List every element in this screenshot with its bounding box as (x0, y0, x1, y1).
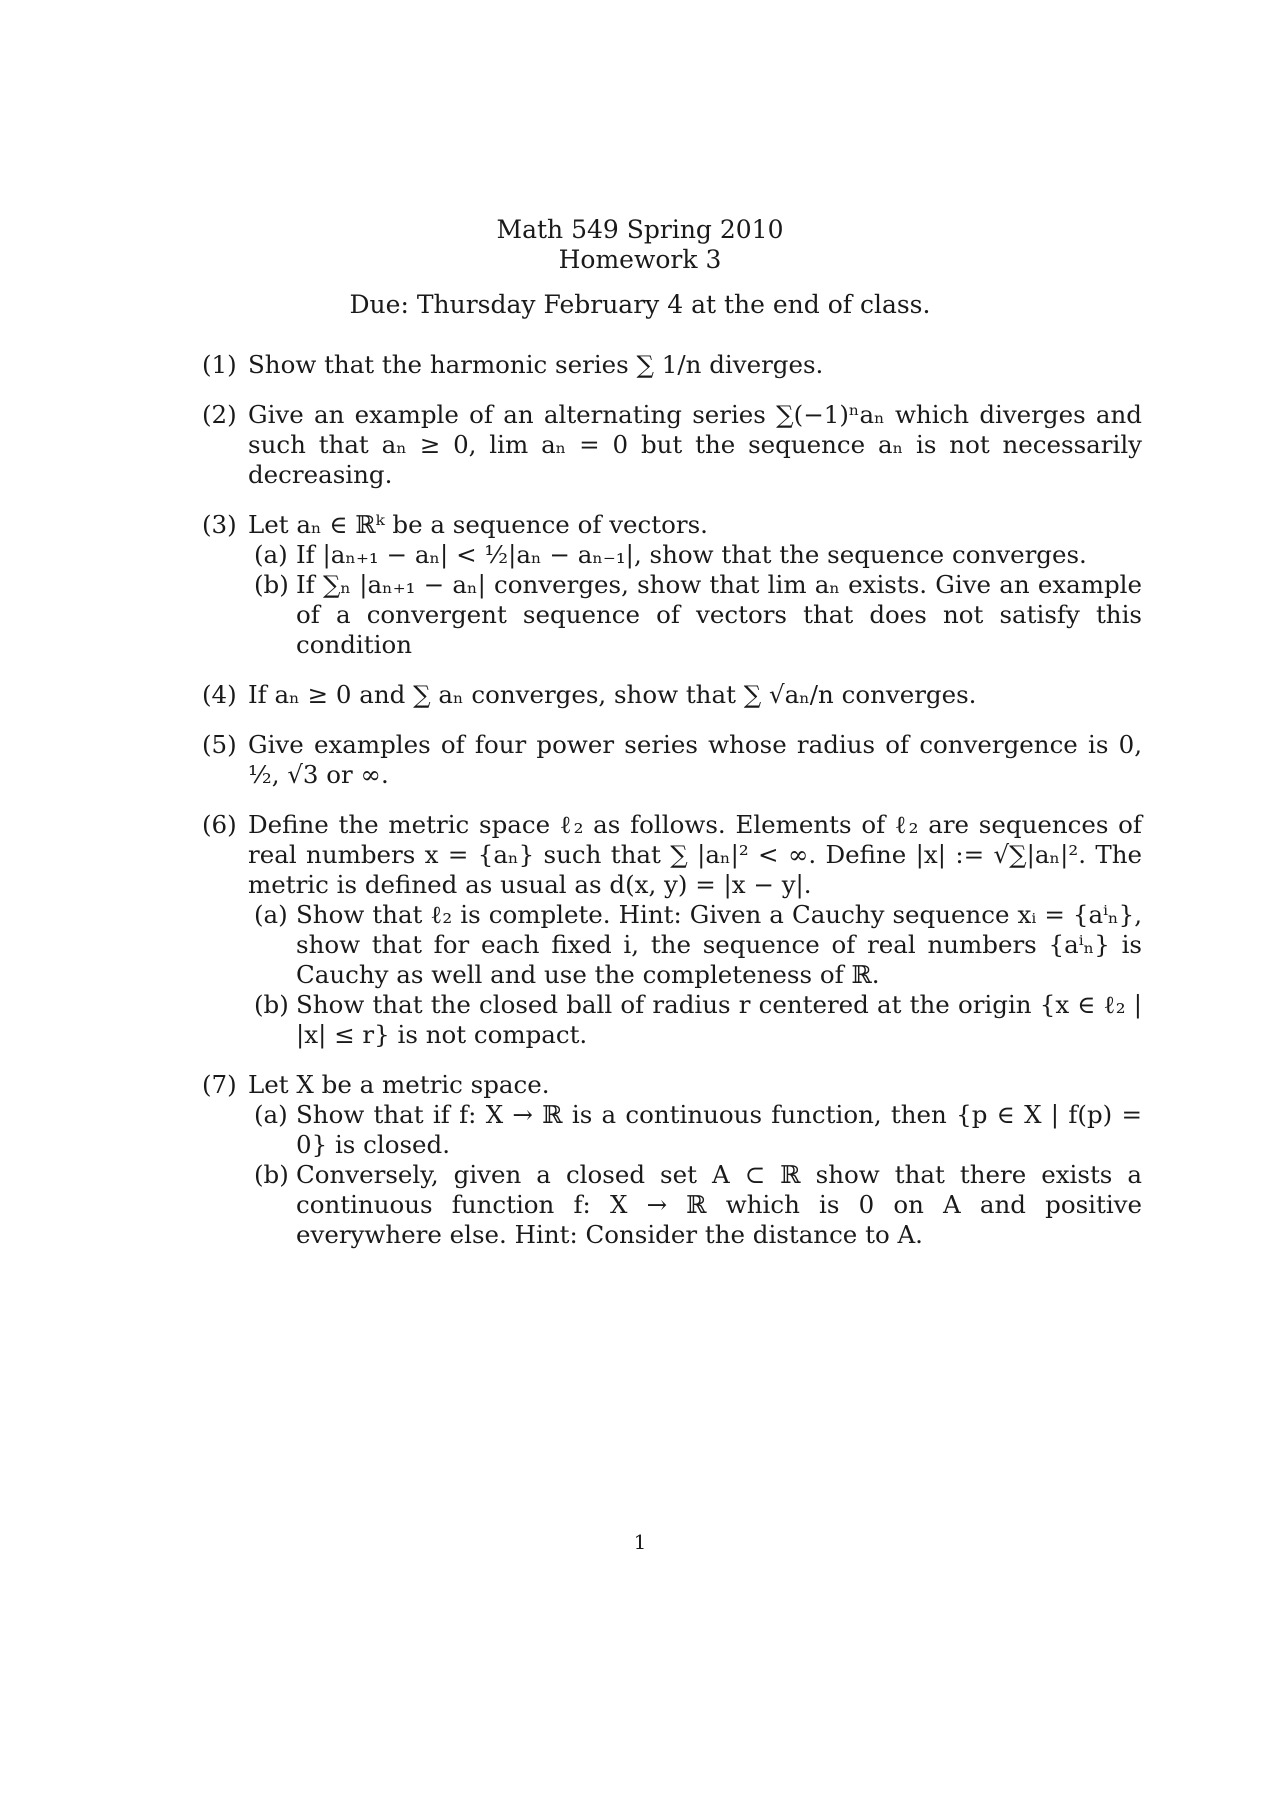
problem-text: Give an example of an alternating series ∑(−1)ⁿaₙ which diverges and such that aₙ ≥ 0, lim aₙ = 0 but the sequence aₙ is not necessarily decreasing. (248, 400, 1142, 489)
part-text: If |aₙ₊₁ − aₙ| < ½|aₙ − aₙ₋₁|, show that the sequence converges. (296, 540, 1087, 569)
problem-3 (202, 510, 1142, 660)
problem-part (248, 570, 1142, 660)
part-text: Show that ℓ₂ is complete. Hint: Given a Cauchy sequence xᵢ = {aⁱₙ}, show that for each fixed i, the sequence of real numbers {aⁱₙ} is Cauchy as well and use the completeness of ℝ. (296, 900, 1142, 989)
part-label: (b) (254, 1160, 289, 1189)
problem-text: Show that the harmonic series ∑ 1/n diverges. (248, 350, 824, 379)
problem-4 (202, 680, 1142, 710)
problem-list (202, 350, 1142, 1270)
problem-5 (202, 730, 1142, 790)
problem-part (248, 540, 1142, 570)
problem-number: (2) (202, 400, 237, 429)
problem-number: (7) (202, 1070, 237, 1099)
problem-number: (5) (202, 730, 237, 759)
homework-title: Homework 3 (558, 245, 722, 274)
problem-part (248, 990, 1142, 1050)
part-text: If ∑ₙ |aₙ₊₁ − aₙ| converges, show that lim aₙ exists. Give an example of a convergent sequence of vectors that does not satisfy this condition (296, 570, 1142, 659)
problem-text: If aₙ ≥ 0 and ∑ aₙ converges, show that ∑ √aₙ/n converges. (248, 680, 977, 709)
problem-number: (6) (202, 810, 237, 839)
part-text: Conversely, given a closed set A ⊂ ℝ show that there exists a continuous function f: X → ℝ which is 0 on A and positive everywhere else. Hint: Consider the distance to A. (296, 1160, 1142, 1249)
course-title: Math 549 Spring 2010 (496, 215, 784, 244)
problem-number: (1) (202, 350, 237, 379)
problem-part (248, 900, 1142, 990)
problem-text: Define the metric space ℓ₂ as follows. Elements of ℓ₂ are sequences of real numbers x = {aₙ} such that ∑ |aₙ|² < ∞. Define |x| := √∑|aₙ|². The metric is defined as usual as d(x, y) = |x − y|. (248, 810, 1142, 899)
part-text: Show that if f: X → ℝ is a continuous function, then {p ∈ X | f(p) = 0} is closed. (296, 1100, 1142, 1159)
due-date: Due: Thursday February 4 at the end of class. (349, 290, 931, 319)
problem-7 (202, 1070, 1142, 1250)
problem-text: Let aₙ ∈ ℝᵏ be a sequence of vectors. (248, 510, 708, 539)
problem-number: (3) (202, 510, 237, 539)
part-label: (a) (254, 540, 288, 569)
problem-1 (202, 350, 1142, 380)
problem-6 (202, 810, 1142, 1050)
part-label: (a) (254, 1100, 288, 1129)
part-text: Show that the closed ball of radius r centered at the origin {x ∈ ℓ₂ | |x| ≤ r} is not compact. (296, 990, 1142, 1049)
problem-number: (4) (202, 680, 237, 709)
problem-text: Let X be a metric space. (248, 1070, 550, 1099)
part-label: (b) (254, 990, 289, 1019)
problem-part (248, 1100, 1142, 1160)
part-label: (a) (254, 900, 288, 929)
problem-part (248, 1160, 1142, 1250)
page-number: 1 (633, 1530, 647, 1554)
part-label: (b) (254, 570, 289, 599)
problem-text: Give examples of four power series whose radius of convergence is 0, ½, √3 or ∞. (248, 730, 1142, 789)
problem-2 (202, 400, 1142, 490)
